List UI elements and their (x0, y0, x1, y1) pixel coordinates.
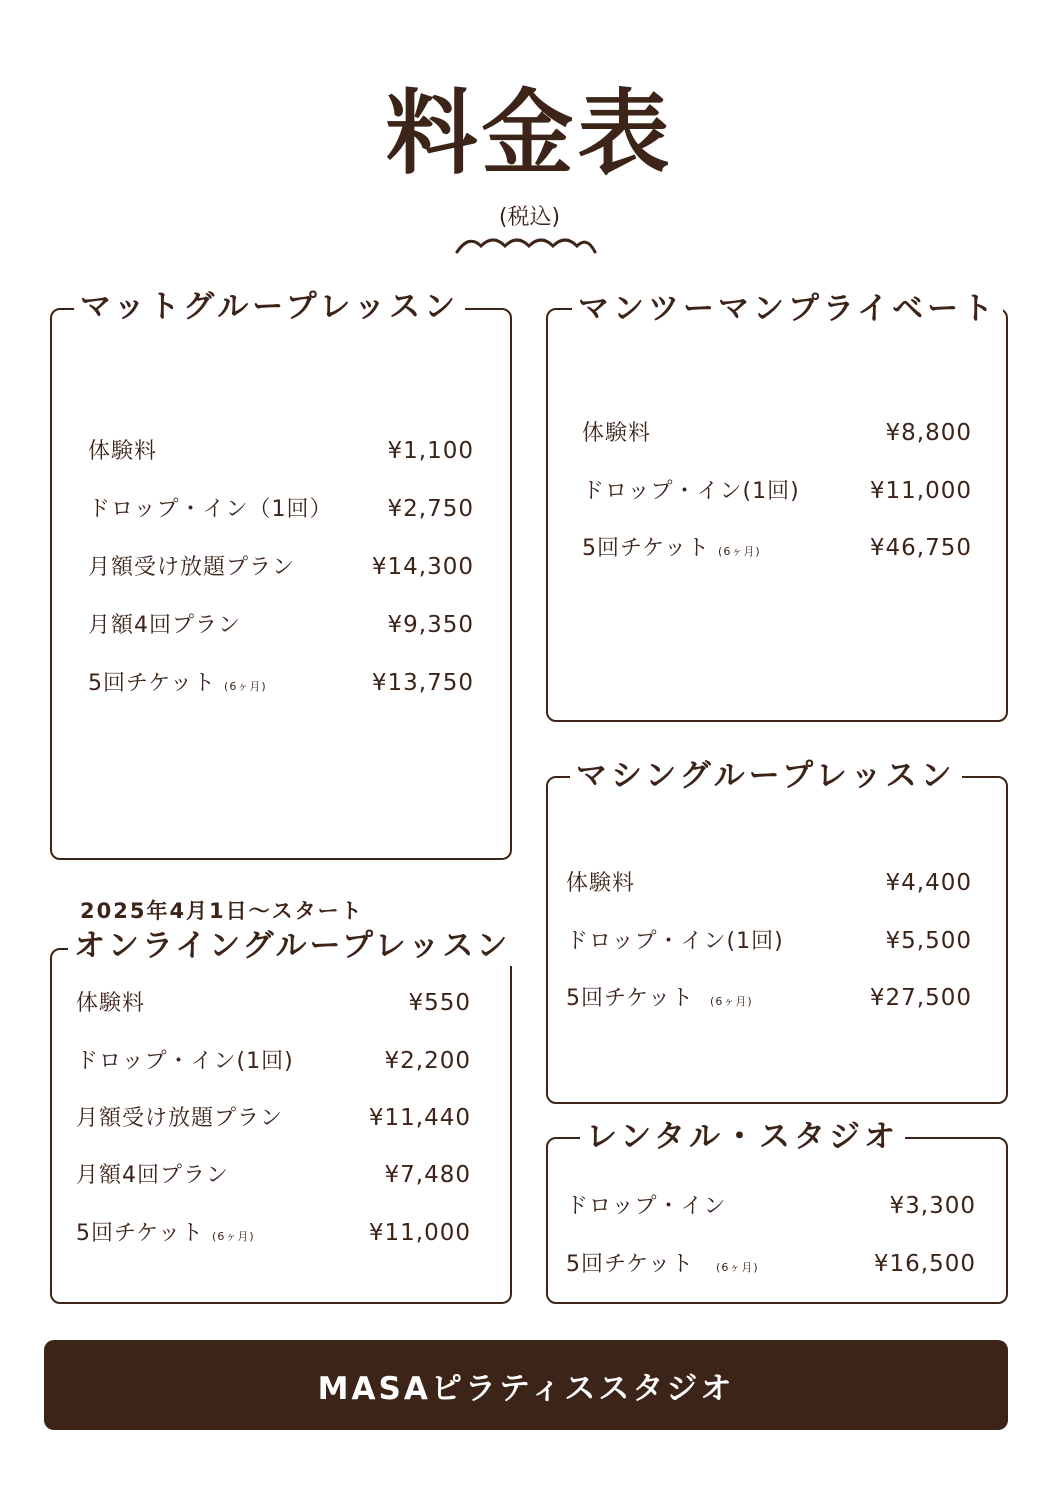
item-name: 体験料 (88, 439, 158, 464)
item-name: 5回チケット (582, 536, 711, 561)
item-price: ¥8,800 (885, 420, 972, 446)
price-row (582, 416, 972, 447)
online-group-box (50, 928, 512, 1304)
item-name: 月額受け放題プラン (88, 555, 296, 580)
price-row (88, 492, 474, 523)
wave-divider (455, 232, 597, 256)
item-name: ドロップ・イン (566, 1194, 727, 1219)
item-price: ¥46,750 (869, 535, 972, 561)
online-group-title: オンライングループレッスン (68, 926, 516, 966)
price-row (76, 986, 471, 1017)
item-price: ¥11,000 (368, 1220, 471, 1246)
price-row (88, 608, 474, 639)
rental-box (546, 1119, 1008, 1304)
tax-included-note: (税込) (498, 205, 561, 230)
price-row (566, 924, 972, 955)
page-title: 料金表 (385, 80, 674, 187)
item-validity-note: (6ヶ月) (212, 1230, 255, 1243)
item-price: ¥7,480 (384, 1162, 471, 1188)
item-price: ¥4,400 (885, 870, 972, 896)
price-row (566, 866, 972, 897)
price-row (88, 666, 474, 697)
item-name: ドロップ・イン（1回） (88, 497, 333, 522)
item-name: 月額4回プラン (76, 1163, 229, 1188)
price-row (76, 1216, 471, 1247)
price-row (582, 474, 972, 505)
item-name: ドロップ・イン(1回) (582, 479, 800, 504)
item-validity-note: (6ヶ月) (710, 995, 753, 1008)
item-price: ¥27,500 (869, 985, 972, 1011)
item-name: 月額受け放題プラン (76, 1106, 284, 1131)
item-name: 体験料 (582, 421, 652, 446)
item-price: ¥14,300 (371, 554, 474, 580)
item-price: ¥16,500 (873, 1251, 976, 1277)
price-row (566, 1189, 976, 1220)
item-price: ¥550 (408, 990, 471, 1016)
price-row (88, 434, 474, 465)
studio-name-banner: MASAピラティススタジオ (44, 1340, 1008, 1430)
rental-title: レンタル・スタジオ (580, 1117, 905, 1157)
item-name: 月額4回プラン (88, 613, 241, 638)
price-row (76, 1101, 471, 1132)
item-price: ¥13,750 (371, 670, 474, 696)
item-price: ¥2,750 (387, 496, 474, 522)
price-row (76, 1158, 471, 1189)
item-validity-note: (6ヶ月) (224, 680, 267, 693)
mat-group-title: マットグループレッスン (74, 287, 465, 327)
item-price: ¥1,100 (387, 438, 474, 464)
item-name: 体験料 (76, 991, 146, 1016)
private-box (546, 291, 1008, 722)
item-price: ¥5,500 (885, 928, 972, 954)
online-start-note: 2025年4月1日〜スタート (80, 899, 364, 923)
item-price: ¥11,000 (869, 478, 972, 504)
item-name: ドロップ・イン(1回) (76, 1049, 294, 1074)
price-row (76, 1044, 471, 1075)
item-price: ¥2,200 (384, 1048, 471, 1074)
item-name: ドロップ・イン(1回) (566, 929, 784, 954)
price-row (582, 531, 972, 562)
item-price: ¥9,350 (387, 612, 474, 638)
item-name: 5回チケット (566, 1252, 695, 1277)
price-row (88, 550, 474, 581)
item-price: ¥11,440 (368, 1105, 471, 1131)
item-price: ¥3,300 (889, 1193, 976, 1219)
price-row (566, 1247, 976, 1278)
item-name: 5回チケット (76, 1221, 205, 1246)
price-row (566, 981, 972, 1012)
item-validity-note: (6ヶ月) (718, 545, 761, 558)
item-validity-note: (6ヶ月) (716, 1261, 759, 1274)
machine-group-title: マシングループレッスン (570, 756, 962, 796)
machine-group-box (546, 758, 1008, 1104)
item-name: 5回チケット (566, 986, 695, 1011)
mat-group-box (50, 289, 512, 860)
item-name: 体験料 (566, 871, 636, 896)
private-title: マンツーマンプライベート (572, 289, 1003, 329)
item-name: 5回チケット (88, 671, 217, 696)
